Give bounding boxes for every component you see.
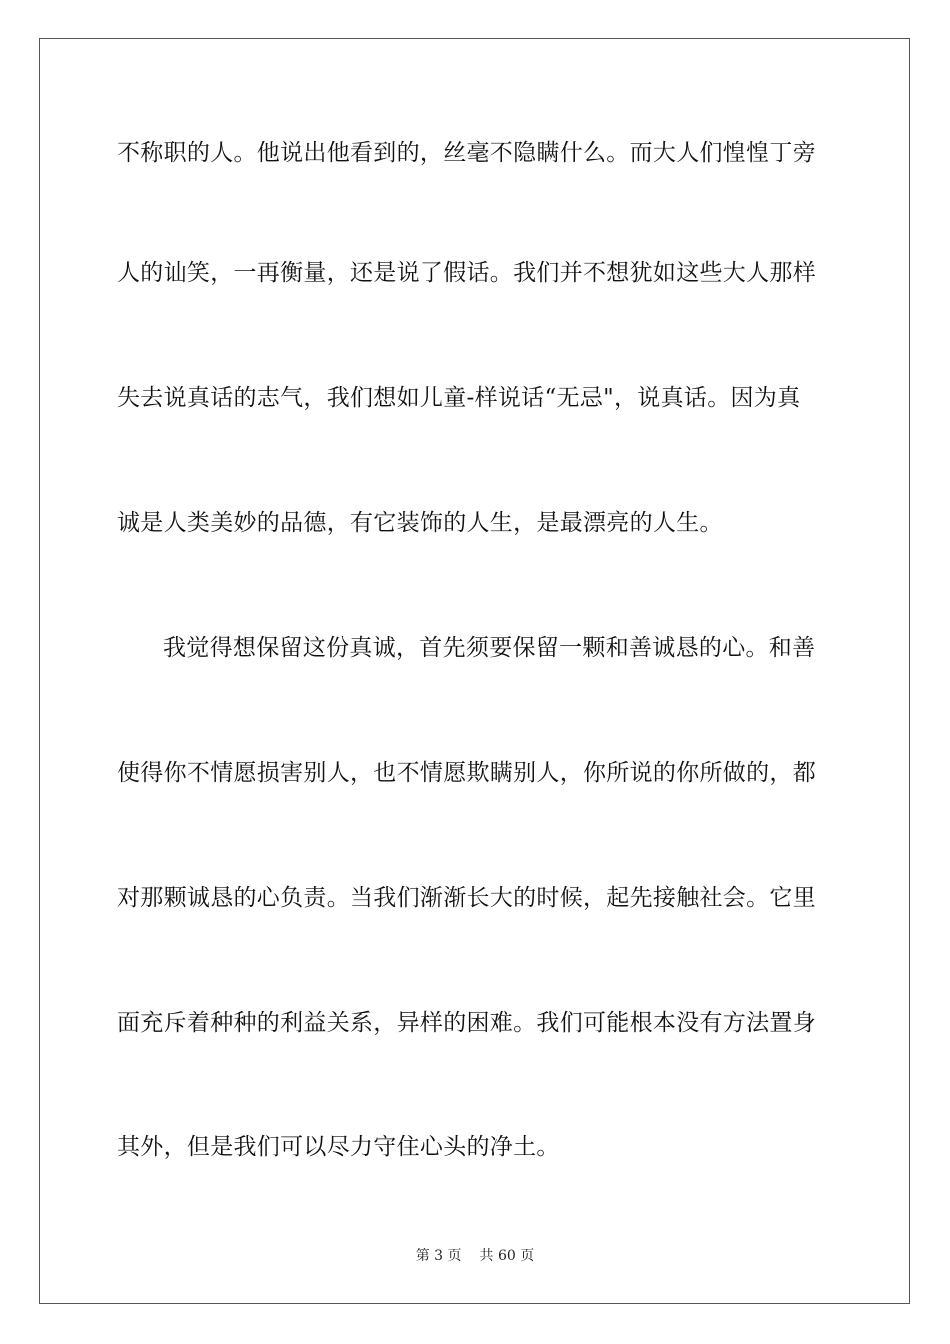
paragraph-1-line-2: 人的讪笑，一再衡量，还是说了假话。我们并不想犹如这些大人那样: [117, 260, 816, 286]
page-border: [39, 38, 910, 1304]
paragraph-1-line-3: 失去说真话的志气，我们想如儿童-样说话“无忌"，说真话。因为真: [117, 385, 801, 411]
paragraph-2-line-3: 对那颗诚恳的心负责。当我们渐渐长大的时候，起先接触社会。它里: [117, 885, 816, 911]
paragraph-1-line-1: 不称职的人。他说出他看到的，丝毫不隐瞒什么。而大人们惶惶丁旁: [117, 140, 816, 166]
paragraph-2-line-5: 其外，但是我们可以尽力守住心头的净土。: [117, 1134, 560, 1160]
page-total: 共 60 页: [479, 1248, 535, 1264]
page-number: 第 3 页: [415, 1248, 462, 1264]
paragraph-2-line-4: 面充斥着种种的利益关系，异样的困难。我们可能根本没有方法置身: [117, 1010, 816, 1036]
paragraph-2-line-1: 我觉得想保留这份真诚，首先须要保留一颗和善诚恳的心。和善: [163, 635, 816, 661]
paragraph-1-line-4: 诚是人类美妙的品德，有它装饰的人生，是最漂亮的人生。: [117, 510, 723, 536]
page-footer: [0, 1246, 950, 1266]
paragraph-2-line-2: 使得你不情愿损害别人，也不情愿欺瞒别人，你所说的你所做的，都: [117, 760, 816, 786]
